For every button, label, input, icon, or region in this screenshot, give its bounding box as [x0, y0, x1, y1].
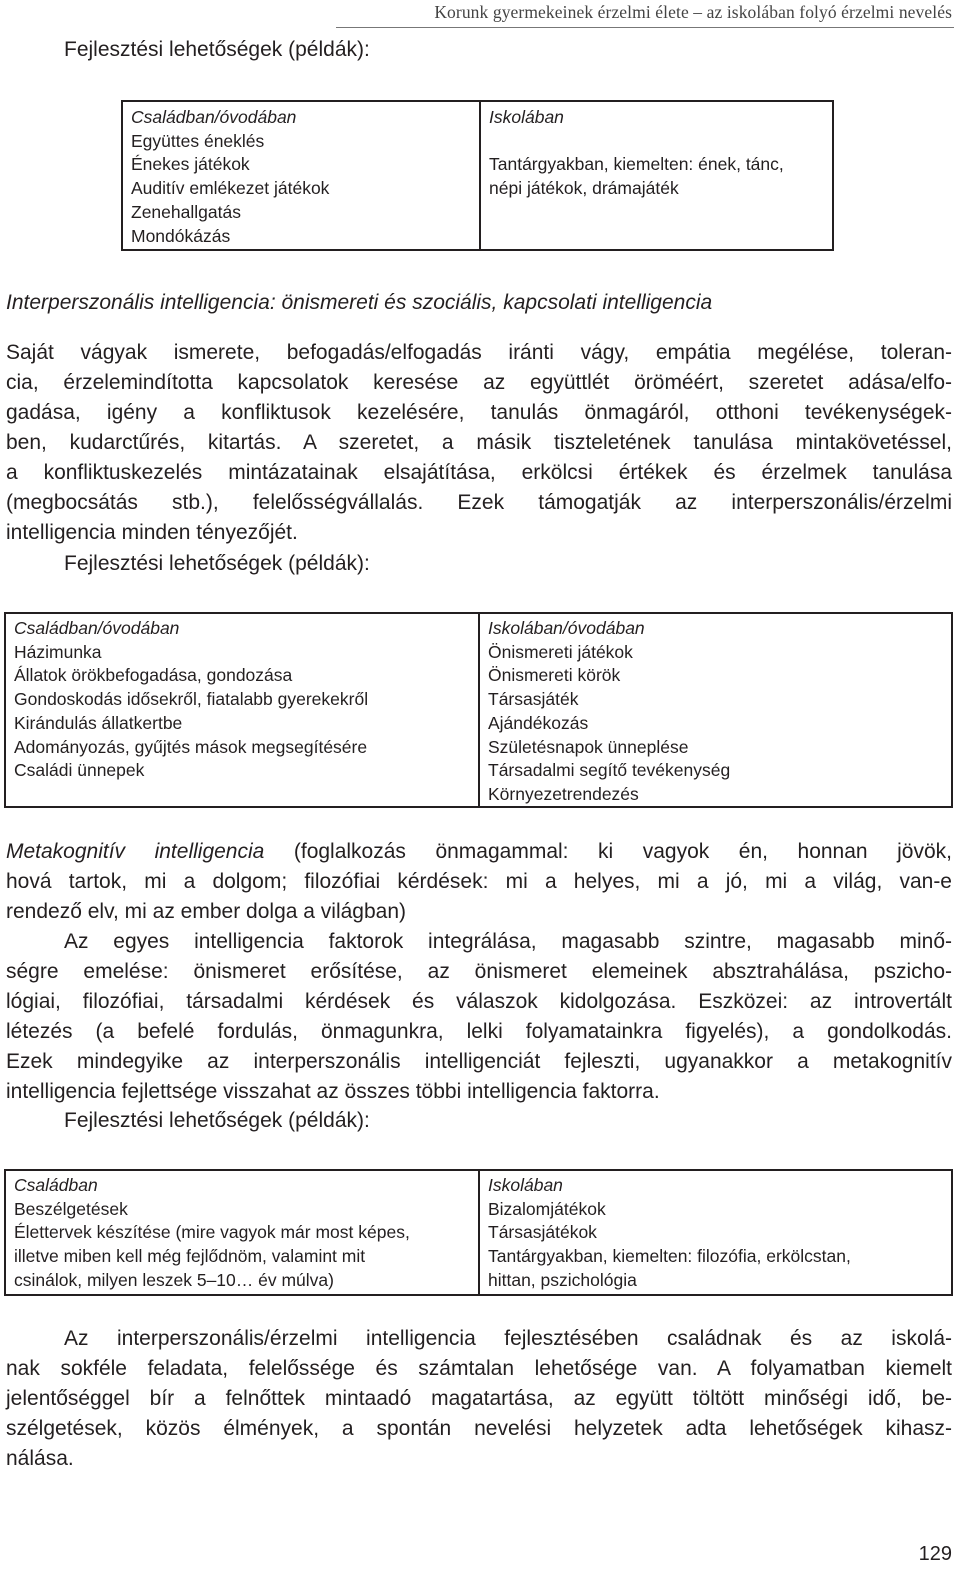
list-item: Tantárgyakban, kiemelten: ének, tánc, — [489, 154, 784, 175]
table-interpersonal-right — [478, 614, 951, 806]
text-line: ségre emelése: önismeret erősítése, az önismeret elemeinek absztrahálása, pszicho- — [6, 960, 952, 983]
cell-title: Iskolában/óvodában — [488, 618, 645, 638]
list-item: csinálok, milyen leszek 5–10… év múlva) — [14, 1269, 334, 1290]
table-metacognitive-left — [6, 1171, 478, 1294]
text-line: Ezek mindegyike az interperszonális intelligenciát fejleszti, ugyanakkor a metakognitív — [6, 1050, 952, 1073]
list-item: Auditív emlékezet játékok — [131, 178, 330, 199]
cell-title: Családban — [14, 1175, 98, 1195]
text-line: rendező elv, mi az ember dolga a világban) — [6, 900, 406, 923]
text-line: intelligencia minden tényezőjét. — [6, 521, 298, 544]
list-item: Társasjátékok — [488, 1222, 597, 1243]
list-item: Élettervek készítése (mire vagyok már most képes, — [14, 1222, 410, 1243]
text-line: lógiai, filozófiai, társadalmi kérdések és válaszok kidolgozása. Eszközei: az introvertált — [6, 990, 952, 1013]
list-item: Kirándulás állatkertbe — [14, 712, 183, 733]
cell-title: Családban/óvodában — [131, 107, 297, 127]
paragraph-interpersonal — [6, 338, 952, 548]
list-item: Tantárgyakban, kiemelten: filozófia, erkölcstan, — [488, 1246, 851, 1267]
text-line: cia, érzelemindította kapcsolatok keresése az együttlét öröméért, szeretet adása/elfo- — [6, 371, 952, 394]
text-line: a konfliktuskezelés mintázatainak elsajátítása, erkölcsi értékek és érzelmek tanulása — [6, 461, 952, 484]
table-metacognitive — [4, 1169, 953, 1296]
list-item: Együttes éneklés — [131, 130, 265, 151]
dev-label-interpersonal: Fejlesztési lehetőségek (példák): — [64, 552, 370, 575]
spacer — [489, 130, 824, 154]
paragraph-metacognitive — [6, 837, 952, 1107]
text-line: Saját vágyak ismerete, befogadás/elfogadás iránti vágy, empátia megélése, toleran- — [6, 341, 952, 364]
list-item: Önismereti játékok — [488, 641, 633, 662]
header-rule — [336, 27, 954, 28]
metacognitive-term: Metakognitív intelligencia — [6, 840, 265, 863]
text-line: jelentőséggel bír a felnőttek mintaadó magatartása, az együtt töltött minőségi idő, be- — [6, 1387, 952, 1410]
text-fragment: (foglalkozás önmagammal: ki vagyok én, honnan jövök, — [264, 840, 952, 863]
text-line: nak sokféle feladata, felelőssége és számtalan lehetősége van. A folyamatban kiemelt — [6, 1357, 952, 1380]
list-item: Házimunka — [14, 641, 102, 662]
list-item: illetve miben kell még fejlődnöm, valamint mit — [14, 1246, 366, 1267]
page-number: 129 — [918, 1543, 952, 1565]
table-musical-left — [123, 102, 479, 249]
table-interpersonal — [4, 612, 953, 808]
text-line: (megbocsátás stb.), felelősségvállalás. Ezek támogatják az interperszonális/érzelmi — [6, 491, 952, 514]
list-item: Adományozás, gyűjtés mások megsegítésére — [14, 736, 368, 757]
dev-label-musical: Fejlesztési lehetőségek (példák): — [64, 38, 370, 61]
table-musical-right — [479, 102, 832, 249]
list-item: Családi ünnepek — [14, 760, 145, 781]
list-item: Állatok örökbefogadása, gondozása — [14, 665, 293, 686]
list-item: Ajándékozás — [488, 712, 589, 733]
section-heading-interpersonal: Interperszonális intelligencia: önismereti és szociális, kapcsolati intelligencia — [6, 291, 713, 314]
text-line: Az interperszonális/érzelmi intelligencia fejlesztésében családnak és az iskolá- — [64, 1327, 952, 1350]
cell-title: Családban/óvodában — [14, 618, 180, 638]
list-item: Születésnapok ünneplése — [488, 736, 689, 757]
table-metacognitive-right — [478, 1171, 951, 1294]
text-line: hová tartok, mi a dolgom; filozófiai kérdések: mi a helyes, mi a jó, mi a világ, van-e — [6, 870, 952, 893]
text-line: létezés (a befelé fordulás, önmagunkra, lelki folyamatainkra figyelés), a gondolkodás. — [6, 1020, 952, 1043]
list-item: Önismereti körök — [488, 665, 621, 686]
list-item: Énekes játékok — [131, 154, 250, 175]
list-item: hittan, pszichológia — [488, 1269, 637, 1290]
table-interpersonal-left — [6, 614, 478, 806]
list-item: Környezetrendezés — [488, 783, 639, 804]
text-line: Az egyes intelligencia faktorok integrálása, magasabb szintre, magasabb minő- — [64, 930, 952, 953]
list-item: népi játékok, drámajáték — [489, 178, 679, 199]
list-item: Társasjáték — [488, 689, 579, 710]
text-line: intelligencia fejlettsége visszahat az összes többi intelligencia faktorra. — [6, 1080, 660, 1103]
dev-label-metacognitive: Fejlesztési lehetőségek (példák): — [64, 1109, 370, 1132]
list-item: Bizalomjátékok — [488, 1198, 606, 1219]
table-musical — [121, 100, 834, 251]
text-line: nálása. — [6, 1447, 74, 1470]
list-item: Gondoskodás idősekről, fiatalabb gyerekekről — [14, 689, 369, 710]
cell-title: Iskolában — [488, 1175, 563, 1195]
list-item: Mondókázás — [131, 225, 231, 246]
list-item: Zenehallgatás — [131, 201, 241, 222]
text-line: ben, kudarctűrés, kitartás. A szeretet, a másik tiszteletének tanulása mintakövetéssel, — [6, 431, 952, 454]
text-line: gadása, igény a konfliktusok kezelésére, tanulás önmagáról, otthoni tevékenységek- — [6, 401, 952, 424]
running-header: Korunk gyermekeinek érzelmi élete – az iskolában folyó érzelmi nevelés — [434, 2, 952, 22]
paragraph-closing — [6, 1324, 952, 1474]
cell-title: Iskolában — [489, 107, 564, 127]
text-line: szélgetések, közös élmények, a spontán nevelési helyzetek adta lehetőségek kihasz- — [6, 1417, 952, 1440]
list-item: Társadalmi segítő tevékenység — [488, 760, 731, 781]
text-line — [6, 837, 952, 867]
list-item: Beszélgetések — [14, 1198, 128, 1219]
